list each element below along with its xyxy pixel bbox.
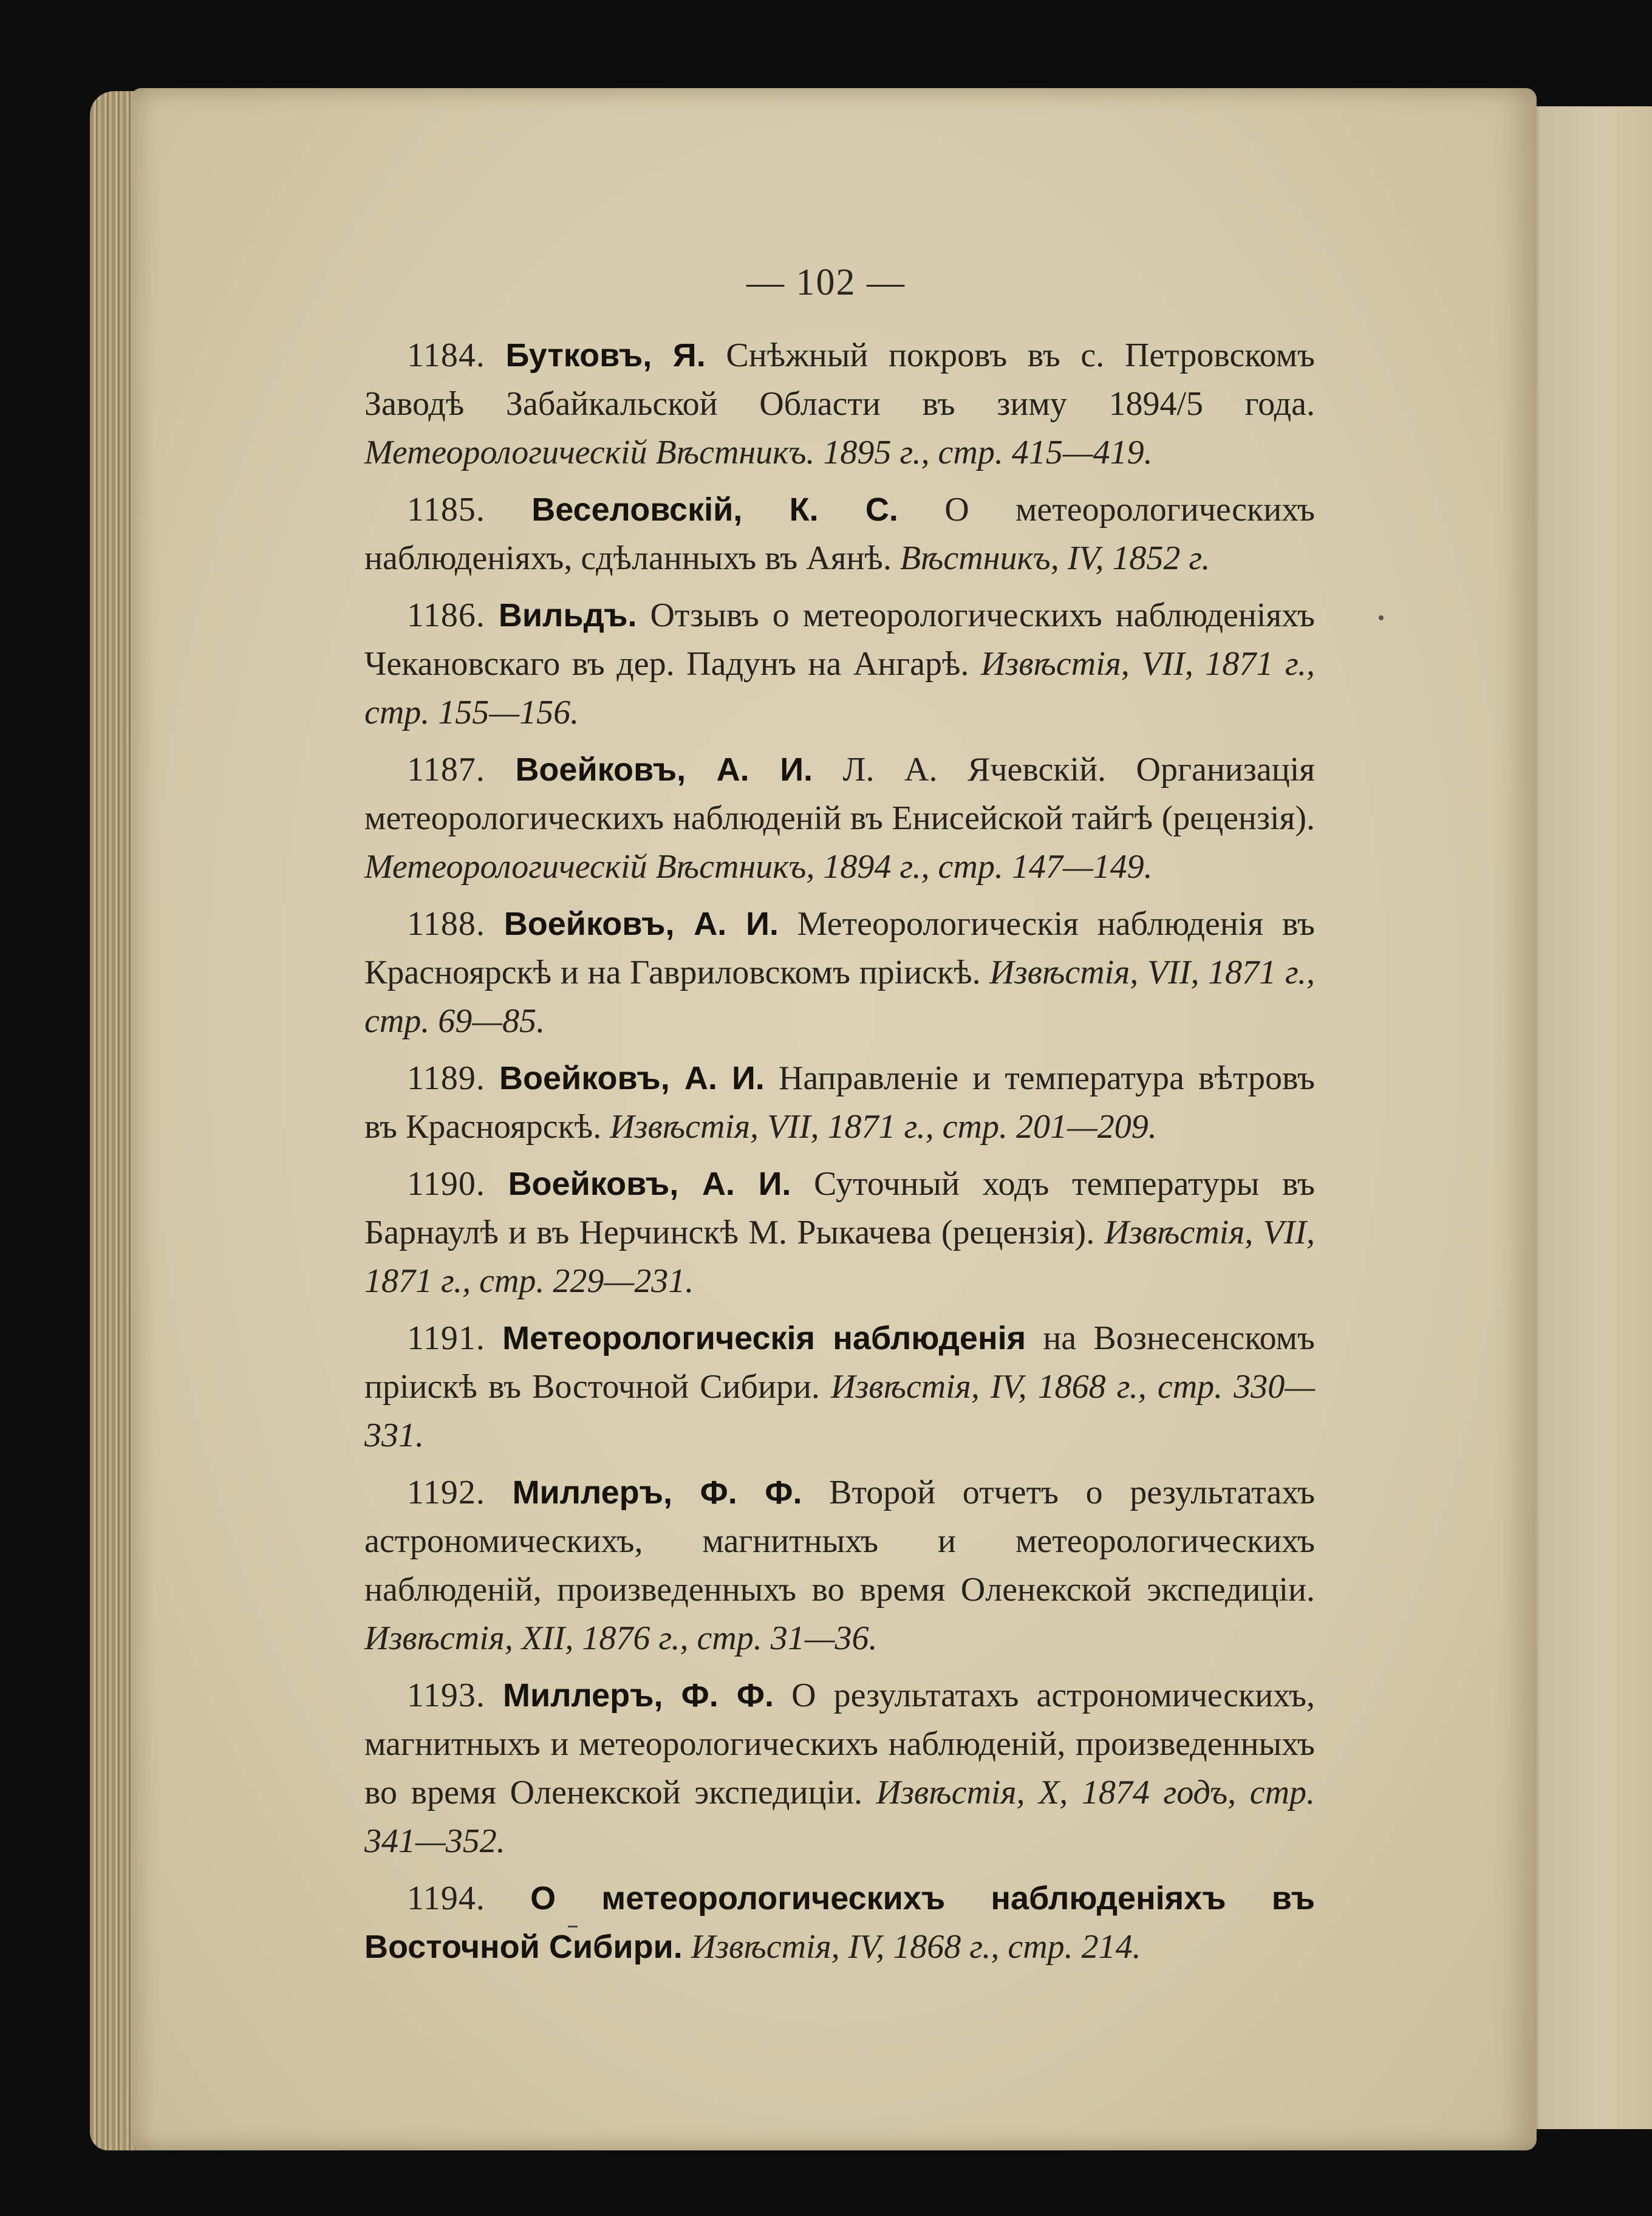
entry-author: Воейковъ, А. И. — [499, 1060, 765, 1096]
ink-mark — [568, 1926, 578, 1927]
entry-number: 1194. — [407, 1879, 485, 1917]
entry-title: Л. А. Ячевскій. Организація метеорологическихъ наблюденій въ Енисейской тайгѣ (рецензія). — [364, 751, 1316, 837]
entry-author: Вильдъ. — [498, 597, 637, 634]
bibliography-entry — [364, 591, 1315, 737]
entry-source: Извѣстія, XII, 1876 г., стр. 31—36. — [364, 1619, 878, 1657]
bibliography-entry — [364, 1160, 1315, 1305]
bibliography-entry — [364, 1054, 1315, 1151]
entry-title: на Вознесенскомъ пріискѣ въ Восточной Сибири. — [364, 1319, 1315, 1406]
entry-author: Воейковъ, А. И. — [508, 1166, 791, 1202]
entry-title: Метеорологическія наблюденія въ Красноярскѣ и на Гавриловскомъ пріискѣ. — [364, 905, 1316, 991]
entry-title: Суточный ходъ температуры въ Барнаулѣ и въ Нерчинскѣ М. Рыкачева (рецензія). — [364, 1165, 1315, 1251]
bibliography-entry — [364, 1468, 1315, 1663]
entry-source: Извѣстія, VII, 1871 г., стр. 229—231. — [364, 1214, 1316, 1300]
entry-author: Миллеръ, Ф. Ф. — [503, 1677, 774, 1714]
entry-source: Извѣстія, VII, 1871 г., стр. 201—209. — [610, 1108, 1157, 1146]
entry-number: 1191. — [407, 1319, 485, 1357]
entry-number: 1186. — [407, 597, 485, 634]
entry-source: Извѣстія, VII, 1871 г., стр. 69—85. — [364, 954, 1315, 1040]
entry-author: Метеорологическія наблюденія — [502, 1320, 1026, 1356]
entry-author: Веселовскій, К. С. — [531, 491, 898, 528]
bibliography-entry — [364, 1314, 1315, 1460]
bibliography-entry — [364, 485, 1315, 583]
entry-title: Направленіе и температура вѣтровъ въ Красноярскѣ. — [364, 1059, 1316, 1146]
entry-number: 1190. — [407, 1165, 485, 1203]
entry-number: 1193. — [407, 1677, 485, 1714]
entry-source: Метеорологическій Вѣстникъ. 1895 г., стр. 415—419. — [364, 434, 1153, 471]
entry-author: Бутковъ, Я. — [505, 337, 706, 374]
facing-page-edge — [1524, 106, 1652, 2129]
entry-title: Второй отчетъ о результатахъ астрономическихъ, магнитныхъ и метеорологическихъ наблюденій, произведенныхъ во время Оленекской экспедиціи. — [364, 1474, 1316, 1609]
bibliography-entry — [364, 331, 1315, 477]
entry-number: 1189. — [407, 1059, 485, 1097]
entry-title: О метеорологическихъ наблюденіяхъ, сдѣланныхъ въ Аянѣ. — [364, 491, 1316, 577]
entry-number: 1187. — [407, 751, 485, 788]
entry-source: Извѣстія, X, 1874 годъ, стр. 341—352. — [364, 1774, 1316, 1860]
entry-author: Миллеръ, Ф. Ф. — [512, 1474, 802, 1511]
entry-number: 1188. — [407, 905, 485, 943]
entry-source: Метеорологическій Вѣстникъ, 1894 г., стр. 147—149. — [364, 848, 1153, 886]
entry-author: О метеорологическихъ наблюденіяхъ въ Восточной Сибири. — [364, 1880, 1315, 1965]
entry-source: Вѣстникъ, IV, 1852 г. — [899, 539, 1210, 577]
entry-author: Воейковъ, А. И. — [503, 906, 779, 942]
bibliography-list — [364, 331, 1315, 1980]
page-number: — 102 — — [746, 262, 906, 303]
entry-title: Снѣжный покровъ въ с. Петровскомъ Заводѣ Забайкальской Области въ зиму 1894/5 года. — [364, 337, 1315, 423]
entry-number: 1192. — [407, 1474, 485, 1511]
entry-number: 1184. — [407, 337, 485, 374]
ink-speck — [1379, 615, 1384, 620]
entry-author: Воейковъ, А. И. — [515, 751, 813, 788]
entry-source: Извѣстія, VII, 1871 г., стр. 155—156. — [364, 645, 1316, 731]
bibliography-entry — [364, 745, 1315, 891]
bibliography-entry — [364, 1874, 1315, 1971]
bibliography-entry — [364, 900, 1315, 1045]
entry-source: Извѣстія, IV, 1868 г., стр. 214. — [691, 1928, 1141, 1966]
entry-number: 1185. — [407, 491, 485, 528]
entry-title: О результатахъ астрономическихъ, магнитныхъ и метеорологическихъ наблюденій, произведенныхъ во время Оленекской экспедиціи. — [364, 1677, 1315, 1811]
entry-title: Отзывъ о метеорологическихъ наблюденіяхъ Чекановскаго въ дер. Падунъ на Ангарѣ. — [364, 597, 1316, 683]
entry-source: Извѣстія, IV, 1868 г., стр. 330—331. — [364, 1368, 1316, 1454]
bibliography-entry — [364, 1671, 1315, 1865]
